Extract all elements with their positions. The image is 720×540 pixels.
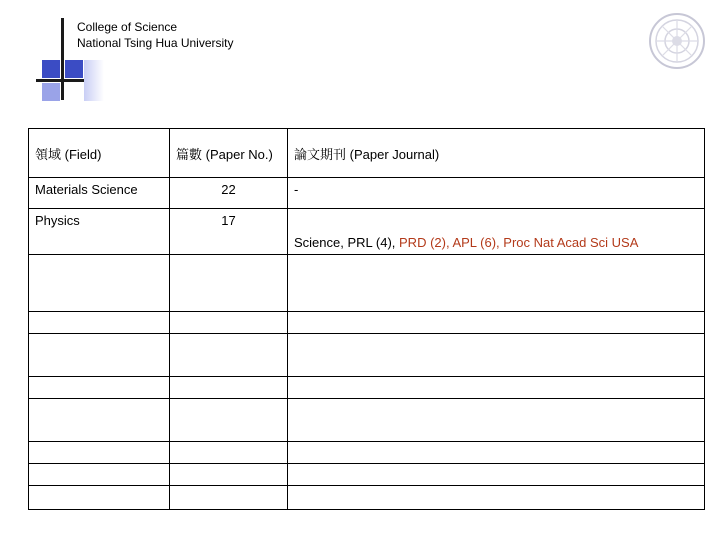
empty-row <box>29 486 705 510</box>
logo-bar-vertical <box>61 18 64 100</box>
field-cell: Materials Science <box>29 178 170 209</box>
paper-table <box>28 128 705 510</box>
header-field-zh: 領域 <box>35 147 62 163</box>
table-row <box>29 209 705 255</box>
empty-row <box>29 399 705 442</box>
journal-highlight: PRD (2), APL (6), Proc Nat Acad Sci USA <box>399 235 639 250</box>
count-cell: 17 <box>170 209 288 255</box>
logo-square-1 <box>42 60 60 78</box>
table-header-row <box>29 129 705 178</box>
empty-row <box>29 255 705 312</box>
empty-row <box>29 334 705 377</box>
journal-plain: - <box>294 182 299 197</box>
table-row <box>29 178 705 209</box>
field-cell: Physics <box>29 209 170 255</box>
header-journal-zh: 論文期刊 <box>294 147 347 163</box>
logo-square-2 <box>65 60 83 78</box>
university-name: National Tsing Hua University <box>77 36 234 50</box>
university-seal-icon <box>648 12 706 70</box>
empty-row <box>29 464 705 486</box>
empty-row <box>29 442 705 464</box>
header-journal <box>288 129 705 178</box>
header <box>77 19 234 51</box>
empty-row <box>29 377 705 399</box>
header-field <box>29 129 170 178</box>
header-count-zh: 篇數 <box>176 147 203 163</box>
journal-cell <box>288 178 705 209</box>
header-count <box>170 129 288 178</box>
logo-square-3 <box>42 83 60 101</box>
journal-plain: Science, PRL (4), <box>294 235 400 250</box>
journal-cell <box>288 209 705 255</box>
college-name: College of Science <box>77 20 178 34</box>
header-field-en: (Field) <box>64 146 102 162</box>
empty-row <box>29 312 705 334</box>
header-journal-en: (Paper Journal) <box>349 146 440 162</box>
logo-fade <box>84 60 104 101</box>
count-cell: 22 <box>170 178 288 209</box>
header-count-en: (Paper No.) <box>205 146 273 162</box>
